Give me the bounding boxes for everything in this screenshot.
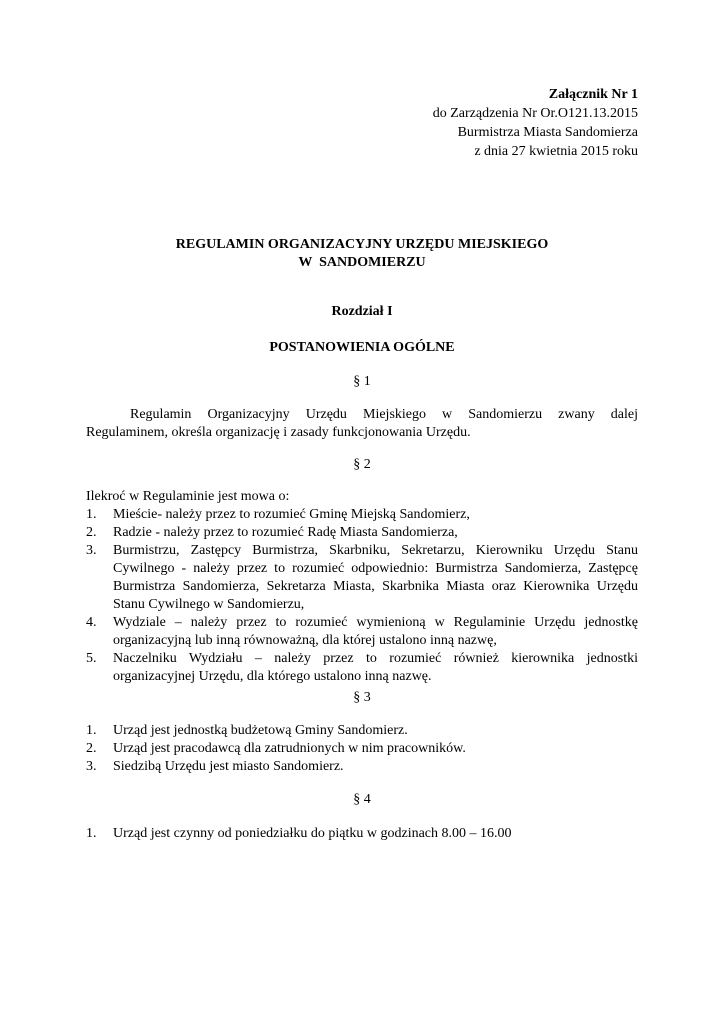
section-3-list xyxy=(86,722,638,776)
list-item-text: Naczelniku Wydziału – należy przez to rozumieć również kierownika jednostki xyxy=(113,651,638,666)
list-item xyxy=(86,506,638,524)
section-1-paragraph xyxy=(86,406,638,442)
list-item-number: 2. xyxy=(86,741,97,756)
section-2-intro: Ilekroć w Regulaminie jest mowa o: xyxy=(86,489,290,504)
list-item-text: Mieście- należy przez to rozumieć Gminę Miejską Sandomierz, xyxy=(113,507,470,522)
list-item-text: Radzie - należy przez to rozumieć Radę Miasta Sandomierza, xyxy=(113,525,458,540)
list-item-number: 1. xyxy=(86,507,97,522)
list-item-text: Urząd jest pracodawcą dla zatrudnionych w nim pracowników. xyxy=(113,741,466,756)
annex-title: Załącznik Nr 1 xyxy=(548,87,638,102)
list-item xyxy=(86,825,638,843)
section-mark-2: § 2 xyxy=(353,457,371,472)
list-item-number: 1. xyxy=(86,826,97,841)
document-title-line2: W SANDOMIERZU xyxy=(298,255,426,270)
list-item xyxy=(86,758,638,776)
chapter-heading: POSTANOWIENIA OGÓLNE xyxy=(269,340,455,355)
document-title-line1: REGULAMIN ORGANIZACYJNY URZĘDU MIEJSKIEGO xyxy=(175,237,549,252)
list-item-number: 3. xyxy=(86,543,97,558)
chapter-label: Rozdział I xyxy=(331,304,393,319)
list-item-text: organizacyjnej Urzędu, dla którego ustalono inną nazwę. xyxy=(113,669,432,684)
list-item-number: 1. xyxy=(86,723,97,738)
list-item-text: Cywilnego - należy przez to rozumieć odpowiednio: Burmistrza Sandomierza, Zastępcę xyxy=(113,561,638,576)
annex-issuer: Burmistrza Miasta Sandomierza xyxy=(457,125,638,140)
list-item-text: Urząd jest czynny od poniedziałku do piątku w godzinach 8.00 – 16.00 xyxy=(113,826,512,841)
list-item-text: Burmistrzu, Zastępcy Burmistrza, Skarbniku, Sekretarzu, Kierowniku Urzędu Stanu xyxy=(113,543,638,558)
annex-ordinance-ref: do Zarządzenia Nr Or.O121.13.2015 xyxy=(432,106,638,121)
section-mark-1: § 1 xyxy=(353,374,371,389)
list-item-text: Wydziale – należy przez to rozumieć wymienioną w Regulaminie Urzędu jednostkę xyxy=(113,615,638,630)
annex-date: z dnia 27 kwietnia 2015 roku xyxy=(474,144,638,159)
list-item-text: Stanu Cywilnego w Sandomierzu, xyxy=(113,597,305,612)
section-4-list xyxy=(86,825,638,843)
section-1-line1: Regulamin Organizacyjny Urzędu Miejskiego w Sandomierzu zwany dalej xyxy=(130,407,638,422)
list-item-number: 4. xyxy=(86,615,97,630)
list-item xyxy=(86,650,638,686)
list-item xyxy=(86,614,638,650)
section-mark-4: § 4 xyxy=(353,792,371,807)
list-item-text: Burmistrza Sandomierza, Sekretarza Miasta, Skarbnika Miasta oraz Kierownika Urzędu xyxy=(113,579,638,594)
section-2-list xyxy=(86,506,638,686)
list-item-number: 3. xyxy=(86,759,97,774)
list-item-number: 2. xyxy=(86,525,97,540)
list-item-text: Siedzibą Urzędu jest miasto Sandomierz. xyxy=(113,759,344,774)
list-item xyxy=(86,722,638,740)
list-item xyxy=(86,542,638,614)
list-item xyxy=(86,740,638,758)
annex-header xyxy=(433,86,638,162)
list-item-text: Urząd jest jednostką budżetową Gminy Sandomierz. xyxy=(113,723,408,738)
document-title xyxy=(0,236,724,272)
section-mark-3: § 3 xyxy=(353,690,371,705)
list-item xyxy=(86,524,638,542)
list-item-number: 5. xyxy=(86,651,97,666)
list-item-text: organizacyjną lub inną równoważną, dla której ustalono inną nazwę, xyxy=(113,633,497,648)
section-1-line2: Regulaminem, określa organizację i zasady funkcjonowania Urzędu. xyxy=(86,425,471,440)
